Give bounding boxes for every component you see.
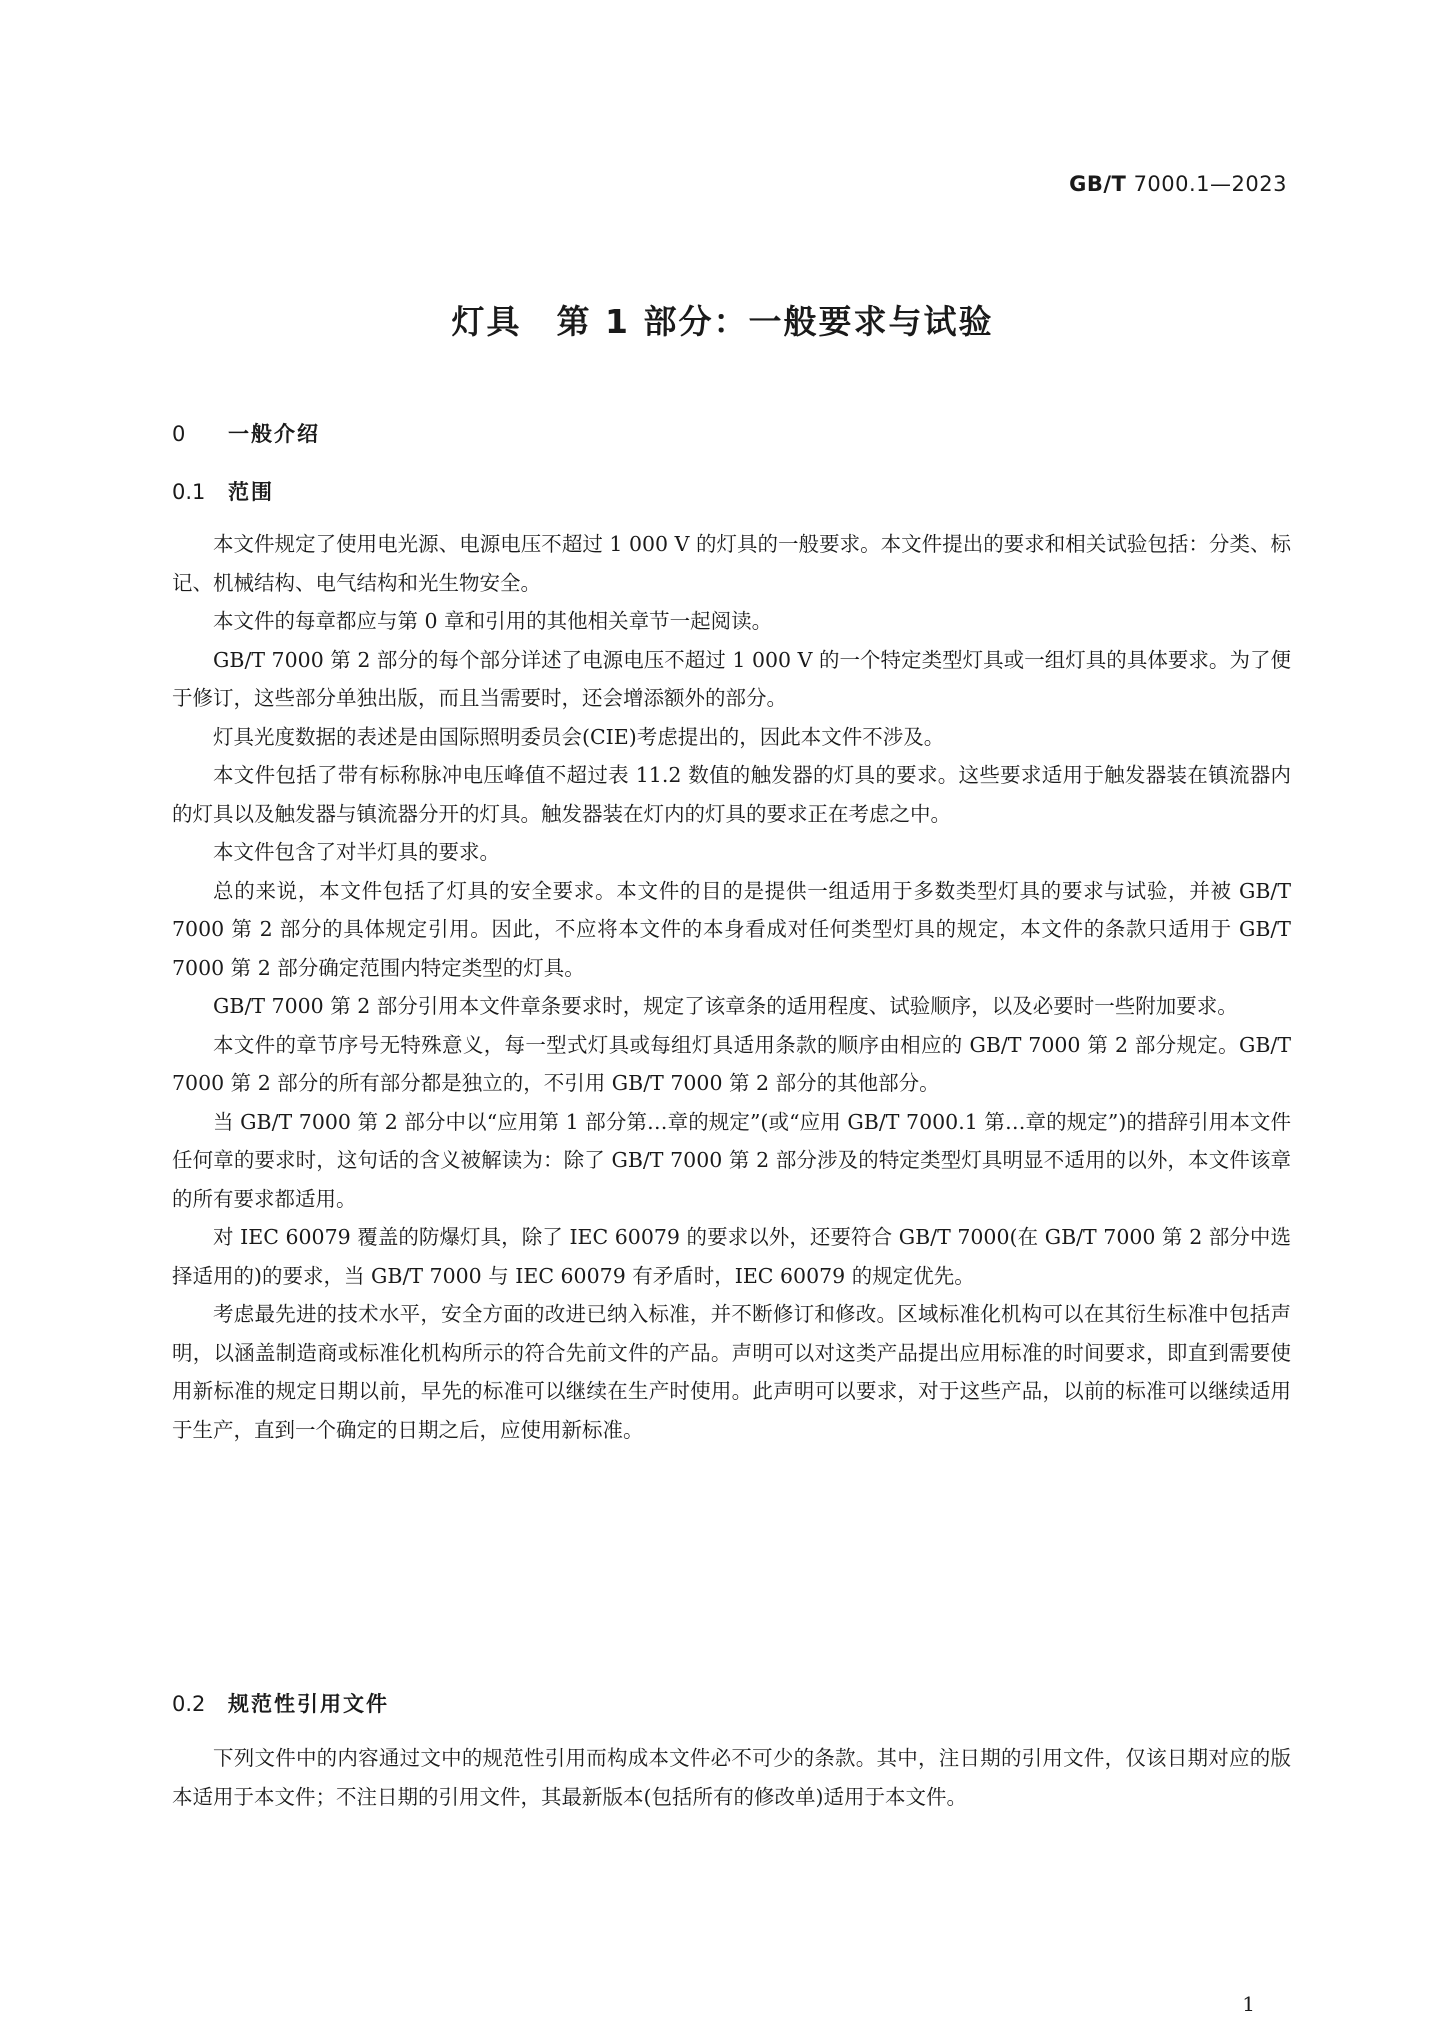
section-heading-scope <box>172 476 274 506</box>
paragraph: 考虑最先进的技术水平，安全方面的改进已纳入标准，并不断修订和修改。区域标准化机构可以在其衍生标准中包括声明，以涵盖制造商或标准化机构所示的符合先前文件的产品。声明可以对这类产品提出应用标准的时间要求，即直到需要使用新标准的规定日期以前，早先的标准可以继续在生产时使用。此声明可以要求，对于这些产品，以前的标准可以继续适用于生产，直到一个确定的日期之后，应使用新标准。 <box>172 1302 1291 1442</box>
section-number: 0.2 <box>172 1692 206 1716</box>
section-number: 0 <box>172 422 186 446</box>
paragraph: 本文件包含了对半灯具的要求。 <box>213 840 500 864</box>
paragraph: 本文件的每章都应与第 0 章和引用的其他相关章节一起阅读。 <box>213 609 773 633</box>
page-number: 1 <box>1242 1992 1255 2016</box>
paragraph: 灯具光度数据的表述是由国际照明委员会(CIE)考虑提出的，因此本文件不涉及。 <box>213 724 945 749</box>
section-title: 范围 <box>228 480 274 504</box>
section-heading-general <box>172 418 320 448</box>
paragraph: 对 IEC 60079 覆盖的防爆灯具，除了 IEC 60079 的要求以外，还要符合 GB/T 7000(在 GB/T 7000 第 2 部分中选择适用的)的要求，当 GB/T 7000 与 IEC 60079 有矛盾时，IEC 60079 的规定优先。 <box>172 1225 1291 1288</box>
paragraph: 本文件包括了带有标称脉冲电压峰值不超过表 11.2 数值的触发器的灯具的要求。这些要求适用于触发器装在镇流器内的灯具以及触发器与镇流器分开的灯具。触发器装在灯内的灯具的要求正在考虑之中。 <box>172 763 1291 826</box>
paragraph: 本文件的章节序号无特殊意义，每一型式灯具或每组灯具适用条款的顺序由相应的 GB/T 7000 第 2 部分规定。GB/T 7000 第 2 部分的所有部分都是独立的，不引用 GB/T 7000 第 2 部分的其他部分。 <box>172 1032 1291 1095</box>
section-title: 规范性引用文件 <box>228 1692 389 1716</box>
normative-references-body <box>172 1739 1291 1816</box>
section-title: 一般介绍 <box>228 422 320 446</box>
standard-number <box>1069 172 1287 196</box>
paragraph: 下列文件中的内容通过文中的规范性引用而构成本文件必不可少的条款。其中，注日期的引用文件，仅该日期对应的版本适用于本文件；不注日期的引用文件，其最新版本(包括所有的修改单)适用于本文件。 <box>172 1746 1291 1809</box>
section-number: 0.1 <box>172 480 206 504</box>
paragraph: GB/T 7000 第 2 部分的每个部分详述了电源电压不超过 1 000 V 的一个特定类型灯具或一组灯具的具体要求。为了便于修订，这些部分单独出版，而且当需要时，还会增添额外的部分。 <box>172 647 1291 710</box>
standard-prefix: GB/T <box>1069 172 1127 196</box>
section-heading-normative-references <box>172 1688 389 1718</box>
paragraph: GB/T 7000 第 2 部分引用本文件章条要求时，规定了该章条的适用程度、试验顺序，以及必要时一些附加要求。 <box>213 994 1238 1018</box>
document-title: 灯具 第 1 部分：一般要求与试验 <box>451 302 994 341</box>
paragraph: 总的来说，本文件包括了灯具的安全要求。本文件的目的是提供一组适用于多数类型灯具的要求与试验，并被 GB/T 7000 第 2 部分的具体规定引用。因此，不应将本文件的本身看成对任何类型灯具的规定，本文件的条款只适用于 GB/T 7000 第 2 部分确定范围内特定类型的灯具。 <box>172 878 1291 980</box>
paragraph: 当 GB/T 7000 第 2 部分中以“应用第 1 部分第…章的规定”(或“应用 GB/T 7000.1 第…章的规定”)的措辞引用本文件任何章的要求时，这句话的含义被解读为：除了 GB/T 7000 第 2 部分涉及的特定类型灯具明显不适用的以外，本文件该章的所有要求都适用。 <box>172 1109 1291 1211</box>
scope-body <box>172 525 1291 1449</box>
paragraph: 本文件规定了使用电光源、电源电压不超过 1 000 V 的灯具的一般要求。本文件提出的要求和相关试验包括：分类、标记、机械结构、电气结构和光生物安全。 <box>172 532 1291 595</box>
standard-code: 7000.1—2023 <box>1133 172 1287 196</box>
